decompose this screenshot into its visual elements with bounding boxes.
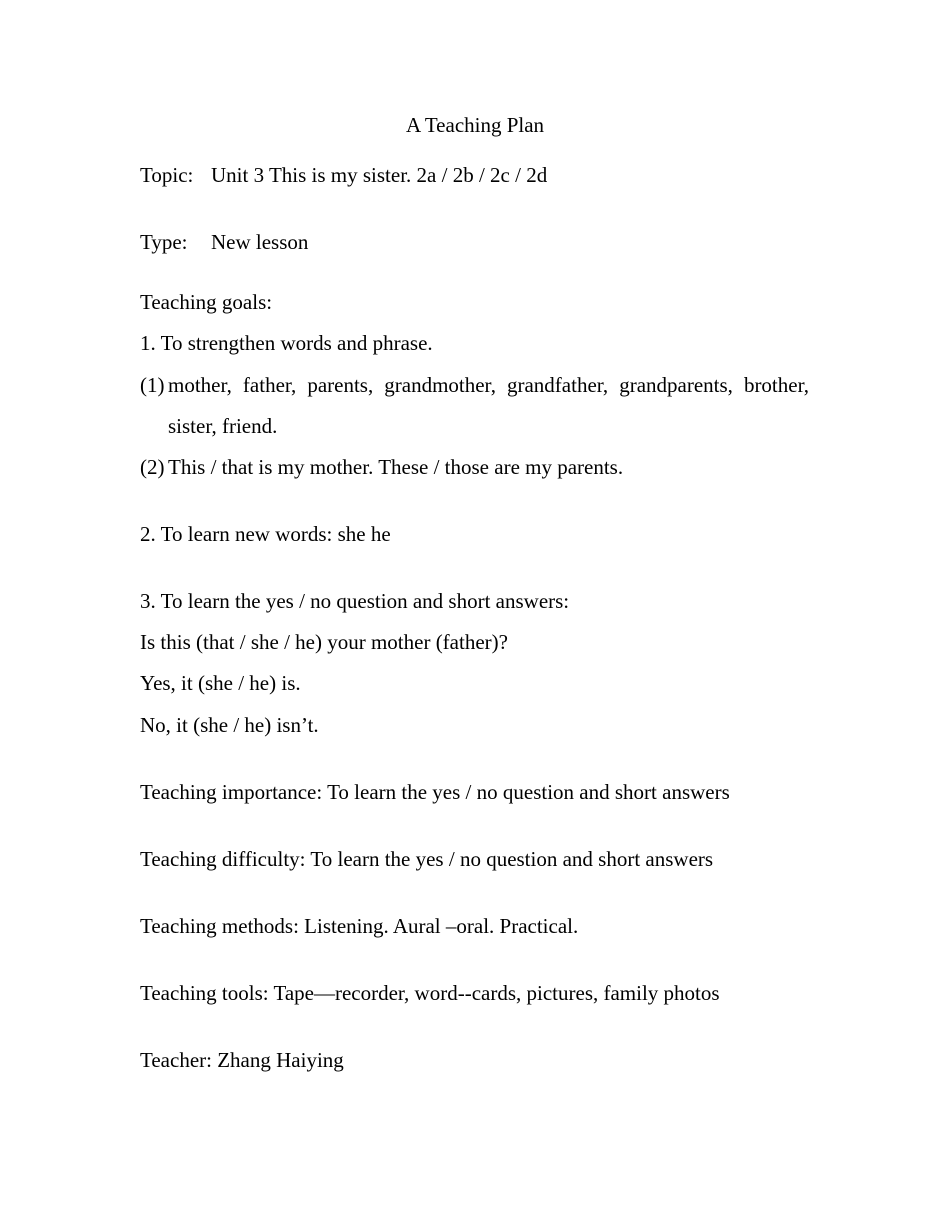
type-value: New lesson (211, 230, 309, 254)
page-title: A Teaching Plan (405, 113, 545, 137)
goal-3-example-1: Is this (that / she / he) your mother (father)? (140, 630, 508, 654)
item-number: (1) (140, 373, 165, 397)
goal-3: 3. To learn the yes / no question and short answers: (140, 589, 570, 613)
topic-label: Topic: (140, 163, 194, 187)
goal-1-item-1-text-line-2: sister, friend. (168, 414, 278, 438)
topic-line (140, 162, 547, 188)
teaching-tools: Teaching tools: Tape—recorder, word--cards, pictures, family photos (140, 981, 720, 1005)
goal-1-item-1-text-line-1: mother, father, parents, grandmother, grandfather, grandparents, brother, (168, 373, 809, 397)
goal-3-example-3: No, it (she / he) isn’t. (140, 713, 319, 737)
topic-value: Unit 3 This is my sister. 2a / 2b / 2c / 2d (211, 163, 548, 187)
type-label: Type: (140, 230, 188, 254)
goal-2: 2. To learn new words: she he (140, 522, 391, 546)
type-line (140, 229, 308, 255)
teaching-difficulty: Teaching difficulty: To learn the yes / no question and short answers (140, 847, 714, 871)
goals-heading: Teaching goals: (140, 290, 273, 314)
item-text: This / that is my mother. These / those are my parents. (168, 455, 624, 479)
goal-1-item-2 (140, 454, 623, 480)
goal-3-example-2: Yes, it (she / he) is. (140, 671, 301, 695)
goal-1: 1. To strengthen words and phrase. (140, 331, 433, 355)
teaching-methods: Teaching methods: Listening. Aural –oral. Practical. (140, 914, 579, 938)
teaching-importance: Teaching importance: To learn the yes / no question and short answers (140, 780, 730, 804)
goal-1-item-1 (140, 372, 168, 398)
teacher-name: Teacher: Zhang Haiying (140, 1048, 344, 1072)
item-number: (2) (140, 455, 165, 479)
